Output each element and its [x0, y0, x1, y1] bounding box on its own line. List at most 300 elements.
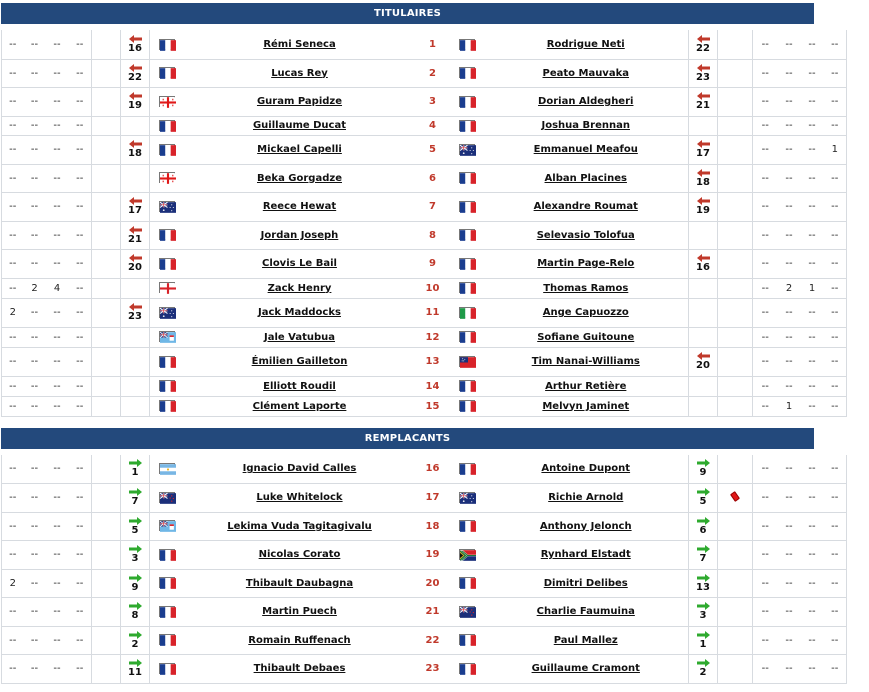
stat-cell: --	[2, 327, 24, 347]
stat-cell: 1	[778, 396, 801, 416]
flag-cell	[450, 192, 484, 221]
substitution-cell	[121, 298, 150, 327]
sub-in-arrow-icon	[697, 488, 710, 496]
flag-cell	[150, 569, 184, 597]
player-name-cell	[184, 569, 416, 597]
stat-cell: --	[2, 540, 24, 569]
player-link[interactable]: Reece Hewat	[262, 201, 337, 212]
substitution-cell	[689, 455, 718, 483]
newzealand-flag-icon	[159, 492, 175, 503]
stat-cell: --	[46, 654, 69, 683]
stat-cell: --	[778, 376, 801, 396]
player-link[interactable]: Alexandre Roumat	[533, 201, 638, 212]
stat-cell: --	[69, 298, 92, 327]
flag-cell	[150, 87, 184, 116]
player-name-cell	[184, 540, 416, 569]
player-name-cell	[484, 221, 689, 249]
stat-cell: --	[24, 135, 46, 164]
player-link[interactable]: Martin Puech	[262, 606, 337, 617]
player-link[interactable]: Ignacio David Calles	[242, 463, 357, 475]
stat-cell: --	[753, 347, 778, 376]
sub-minute: 2	[699, 667, 707, 678]
stat-cell: --	[24, 249, 46, 278]
card-cell	[718, 221, 753, 249]
player-link[interactable]: Emmanuel Meafou	[533, 144, 638, 155]
stat-cell: --	[24, 396, 46, 416]
australia-flag-icon	[459, 144, 475, 155]
jersey-number: 4	[416, 116, 450, 135]
substitution-cell	[121, 455, 150, 483]
flag-cell	[150, 135, 184, 164]
sub-out-arrow-icon	[129, 92, 142, 100]
substitution-cell	[689, 569, 718, 597]
stat-cell: --	[824, 59, 847, 87]
sub-in-arrow-icon	[697, 545, 710, 553]
stat-cell: --	[778, 512, 801, 540]
substitution-cell	[689, 298, 718, 327]
stat-cell: --	[69, 87, 92, 116]
stat-cell: 2	[778, 278, 801, 298]
sub-minute: 5	[131, 524, 139, 536]
player-link[interactable]: Thibault Daubagna	[245, 577, 354, 589]
sub-minute: 5	[699, 496, 707, 507]
player-link[interactable]: Beka Gorgadze	[257, 172, 342, 184]
player-name-cell	[484, 654, 689, 683]
france-flag-icon	[459, 39, 475, 50]
stat-cell: --	[801, 59, 824, 87]
player-link[interactable]: Jale Vatubua	[263, 331, 336, 343]
stat-cell: --	[2, 221, 24, 249]
flag-cell	[150, 540, 184, 569]
substitution-cell	[689, 396, 718, 416]
stat-cell: --	[801, 298, 824, 327]
stat-cell: --	[778, 87, 801, 116]
jersey-number: 23	[416, 654, 450, 683]
card-cell	[92, 327, 121, 347]
flag-cell	[150, 597, 184, 626]
stat-cell: --	[824, 192, 847, 221]
flag-cell	[150, 164, 184, 192]
player-link[interactable]: Rodrigue Neti	[546, 38, 625, 50]
stat-cell: --	[46, 569, 69, 597]
stat-cell: --	[24, 455, 46, 483]
red-card-icon	[730, 491, 740, 502]
jersey-number: 20	[416, 569, 450, 597]
sub-out-arrow-icon	[129, 64, 142, 72]
sub-minute: 2	[131, 638, 139, 650]
substitution-cell	[121, 626, 150, 654]
stat-cell: --	[801, 249, 824, 278]
table-row	[2, 221, 869, 249]
stat-cell: --	[46, 221, 69, 249]
stat-cell: --	[753, 569, 778, 597]
player-link[interactable]: Selevasio Tolofua	[536, 229, 635, 241]
sub-minute: 7	[131, 496, 139, 507]
france-flag-icon	[159, 663, 175, 674]
france-flag-icon	[459, 201, 475, 212]
substitution-cell	[689, 87, 718, 116]
stat-cell: --	[824, 164, 847, 192]
stat-cell: --	[778, 626, 801, 654]
card-cell	[718, 278, 753, 298]
substitution-cell	[121, 59, 150, 87]
france-flag-icon	[159, 67, 175, 78]
card-cell	[718, 626, 753, 654]
stat-cell: --	[824, 597, 847, 626]
stat-cell: --	[2, 347, 24, 376]
player-name-cell	[184, 455, 416, 483]
georgia-flag-icon	[159, 96, 175, 107]
sub-minute: 23	[696, 71, 710, 83]
stat-cell: 2	[2, 298, 24, 327]
sub-out-arrow-icon	[697, 92, 710, 100]
france-flag-icon	[159, 258, 175, 269]
jersey-number: 21	[416, 597, 450, 626]
france-flag-icon	[159, 144, 175, 155]
player-link[interactable]: Clément Laporte	[252, 400, 347, 412]
france-flag-icon	[159, 549, 175, 560]
table-row	[2, 327, 869, 347]
stat-cell: --	[778, 192, 801, 221]
card-cell	[92, 192, 121, 221]
flag-cell	[450, 483, 484, 512]
stat-cell: --	[753, 654, 778, 683]
stat-cell: --	[801, 569, 824, 597]
france-flag-icon	[459, 380, 475, 391]
substitution-cell	[121, 192, 150, 221]
stat-cell: --	[824, 278, 847, 298]
subs-header: REMPLACANTS	[1, 428, 814, 449]
substitution-cell	[121, 221, 150, 249]
flag-cell	[150, 396, 184, 416]
player-link[interactable]: Arthur Retière	[545, 380, 627, 392]
jersey-number: 19	[416, 540, 450, 569]
card-cell	[718, 327, 753, 347]
sub-minute: 16	[128, 42, 142, 54]
sub-minute: 21	[696, 100, 710, 111]
player-name-cell	[484, 327, 689, 347]
france-flag-icon	[459, 663, 475, 674]
table-row	[2, 483, 869, 512]
player-link[interactable]: Antoine Dupont	[541, 463, 631, 475]
france-flag-icon	[159, 39, 175, 50]
flag-cell	[450, 278, 484, 298]
flag-cell	[450, 654, 484, 683]
sub-minute: 11	[128, 667, 142, 678]
stat-cell: --	[801, 192, 824, 221]
sub-in-arrow-icon	[129, 631, 142, 639]
stat-cell: --	[753, 135, 778, 164]
player-link[interactable]: Zack Henry	[267, 282, 332, 294]
player-name-cell	[184, 30, 416, 59]
sub-in-arrow-icon	[129, 545, 142, 553]
fiji-flag-icon	[159, 520, 175, 531]
stat-cell: --	[24, 654, 46, 683]
player-link[interactable]: Dorian Aldegheri	[538, 96, 634, 107]
player-link[interactable]: Guram Papidze	[256, 96, 343, 107]
substitution-cell	[689, 654, 718, 683]
player-link[interactable]: Jordan Joseph	[260, 229, 339, 241]
jersey-number: 11	[416, 298, 450, 327]
newzealand-flag-icon	[459, 606, 475, 617]
card-cell	[718, 540, 753, 569]
substitution-cell	[689, 30, 718, 59]
flag-cell	[450, 327, 484, 347]
stat-cell: --	[46, 59, 69, 87]
substitution-cell	[121, 396, 150, 416]
jersey-number: 1	[416, 30, 450, 59]
player-link[interactable]: Charlie Faumuina	[536, 606, 635, 617]
player-link[interactable]: Peato Mauvaka	[542, 67, 629, 79]
card-cell	[718, 569, 753, 597]
substitution-cell	[121, 249, 150, 278]
substitution-cell	[121, 347, 150, 376]
player-link[interactable]: Lucas Rey	[271, 67, 328, 79]
jersey-number: 22	[416, 626, 450, 654]
stat-cell: --	[778, 135, 801, 164]
stat-cell: --	[2, 626, 24, 654]
stat-cell: --	[46, 192, 69, 221]
sub-minute: 17	[128, 205, 142, 216]
card-cell	[718, 87, 753, 116]
stat-cell: --	[753, 626, 778, 654]
table-row	[2, 597, 869, 626]
stat-cell: --	[46, 298, 69, 327]
france-flag-icon	[459, 331, 475, 342]
card-cell	[92, 164, 121, 192]
stat-cell: --	[801, 30, 824, 59]
stat-cell: --	[801, 135, 824, 164]
stat-cell: --	[824, 626, 847, 654]
player-name-cell	[184, 192, 416, 221]
card-cell	[718, 455, 753, 483]
stat-cell: --	[2, 116, 24, 135]
player-link[interactable]: Lekima Vuda Tagitagivalu	[227, 520, 372, 532]
stat-cell: --	[2, 135, 24, 164]
stat-cell: --	[801, 540, 824, 569]
stat-cell: --	[69, 483, 92, 512]
jersey-number: 6	[416, 164, 450, 192]
stat-cell: --	[778, 30, 801, 59]
player-link[interactable]: Richie Arnold	[548, 492, 624, 503]
sub-in-arrow-icon	[697, 459, 710, 467]
sub-out-arrow-icon	[697, 197, 710, 205]
sub-minute: 21	[128, 233, 142, 245]
player-link[interactable]: Alban Placines	[544, 172, 627, 184]
card-cell	[718, 376, 753, 396]
substitution-cell	[121, 30, 150, 59]
flag-cell	[150, 347, 184, 376]
france-flag-icon	[459, 634, 475, 645]
stat-cell: --	[24, 347, 46, 376]
stat-cell: --	[2, 59, 24, 87]
stat-cell: --	[24, 221, 46, 249]
player-link[interactable]: Rémi Seneca	[263, 38, 336, 50]
substitution-cell	[121, 569, 150, 597]
stat-cell: --	[801, 512, 824, 540]
stat-cell: --	[801, 376, 824, 396]
substitution-cell	[121, 654, 150, 683]
player-link[interactable]: Jack Maddocks	[258, 307, 341, 318]
stat-cell: --	[46, 164, 69, 192]
player-link[interactable]: Melvyn Jaminet	[542, 400, 630, 412]
stat-cell: --	[2, 376, 24, 396]
fiji-flag-icon	[159, 331, 175, 342]
france-flag-icon	[159, 606, 175, 617]
stat-cell: --	[824, 221, 847, 249]
stat-cell: --	[46, 30, 69, 59]
sub-out-arrow-icon	[697, 140, 710, 148]
sub-in-arrow-icon	[697, 602, 710, 610]
france-flag-icon	[159, 400, 175, 411]
player-link[interactable]: Tim Nanai-Williams	[531, 356, 640, 367]
flag-cell	[150, 116, 184, 135]
sub-out-arrow-icon	[129, 226, 142, 234]
flag-cell	[450, 569, 484, 597]
player-link[interactable]: Thomas Ramos	[543, 282, 629, 294]
stat-cell: --	[824, 455, 847, 483]
player-name-cell	[484, 455, 689, 483]
france-flag-icon	[459, 400, 475, 411]
player-link[interactable]: Nicolas Corato	[258, 549, 341, 560]
substitution-cell	[689, 483, 718, 512]
player-name-cell	[184, 347, 416, 376]
substitution-cell	[121, 135, 150, 164]
player-link[interactable]: Romain Ruffenach	[248, 634, 351, 646]
player-link[interactable]: Sofiane Guitoune	[537, 331, 635, 343]
player-link[interactable]: Paul Mallez	[553, 634, 618, 646]
stat-cell: --	[69, 30, 92, 59]
stat-cell: --	[24, 298, 46, 327]
stat-cell: --	[69, 654, 92, 683]
sub-minute: 3	[699, 610, 707, 621]
card-cell	[92, 396, 121, 416]
stat-cell: --	[46, 396, 69, 416]
card-cell	[92, 116, 121, 135]
stat-cell: --	[2, 512, 24, 540]
sub-out-arrow-icon	[697, 64, 710, 72]
substitution-cell	[689, 116, 718, 135]
stat-cell: --	[69, 376, 92, 396]
sub-out-arrow-icon	[129, 197, 142, 205]
player-link[interactable]: Émilien Gailleton	[251, 356, 348, 367]
player-link[interactable]: Thibault Debaes	[253, 663, 346, 674]
stat-cell: --	[753, 540, 778, 569]
sub-minute: 9	[131, 581, 139, 593]
player-name-cell	[484, 396, 689, 416]
player-link[interactable]: Martin Page-Relo	[537, 258, 635, 269]
samoa-flag-icon	[459, 356, 475, 367]
card-cell	[92, 278, 121, 298]
flag-cell	[450, 298, 484, 327]
player-link[interactable]: Ange Capuozzo	[542, 307, 629, 318]
sub-in-arrow-icon	[697, 517, 710, 525]
player-link[interactable]: Anthony Jelonch	[539, 520, 632, 532]
flag-cell	[450, 626, 484, 654]
stat-cell: --	[824, 347, 847, 376]
starters-header: TITULAIRES	[1, 3, 814, 24]
card-cell	[92, 483, 121, 512]
player-name-cell	[184, 278, 416, 298]
france-flag-icon	[459, 577, 475, 588]
table-row	[2, 164, 869, 192]
stat-cell: --	[778, 597, 801, 626]
flag-cell	[450, 87, 484, 116]
card-cell	[92, 87, 121, 116]
stat-cell: --	[69, 278, 92, 298]
france-flag-icon	[459, 258, 475, 269]
player-link[interactable]: Mickael Capelli	[257, 144, 342, 155]
stat-cell: --	[778, 59, 801, 87]
flag-cell	[450, 376, 484, 396]
stat-cell: 4	[46, 278, 69, 298]
stat-cell: --	[2, 87, 24, 116]
table-row	[2, 654, 869, 683]
player-link[interactable]: Clovis Le Bail	[262, 258, 337, 269]
card-cell	[92, 512, 121, 540]
stat-cell: --	[2, 164, 24, 192]
card-cell	[92, 626, 121, 654]
sub-minute: 16	[696, 262, 710, 273]
player-link[interactable]: Guillaume Ducat	[252, 120, 347, 131]
stat-cell: --	[69, 221, 92, 249]
stat-cell: --	[69, 597, 92, 626]
player-link[interactable]: Luke Whitelock	[256, 492, 343, 503]
player-link[interactable]: Rynhard Elstadt	[540, 549, 631, 560]
table-row	[2, 278, 869, 298]
flag-cell	[150, 221, 184, 249]
france-flag-icon	[159, 380, 175, 391]
stat-cell: --	[753, 116, 778, 135]
player-name-cell	[184, 87, 416, 116]
sub-minute: 20	[128, 262, 142, 273]
player-name-cell	[484, 278, 689, 298]
stat-cell: 1	[801, 278, 824, 298]
stat-cell: --	[46, 483, 69, 512]
substitution-cell	[689, 626, 718, 654]
stat-cell: --	[2, 483, 24, 512]
southafrica-flag-icon	[459, 549, 475, 560]
player-link[interactable]: Elliott Roudil	[263, 380, 336, 392]
stat-cell: --	[46, 455, 69, 483]
stat-cell: --	[778, 569, 801, 597]
substitution-cell	[689, 347, 718, 376]
stat-cell: --	[69, 540, 92, 569]
table-row	[2, 540, 869, 569]
stat-cell: --	[2, 597, 24, 626]
substitution-cell	[689, 249, 718, 278]
sub-in-arrow-icon	[697, 574, 710, 582]
substitution-cell	[121, 540, 150, 569]
stat-cell: --	[753, 512, 778, 540]
table-row	[2, 87, 869, 116]
flag-cell	[450, 512, 484, 540]
sub-minute: 22	[696, 42, 710, 54]
stat-cell: --	[801, 597, 824, 626]
sub-minute: 19	[128, 100, 142, 111]
stat-cell: --	[778, 249, 801, 278]
jersey-number: 18	[416, 512, 450, 540]
player-link[interactable]: Dimitri Delibes	[543, 577, 628, 589]
flag-cell	[150, 298, 184, 327]
player-name-cell	[184, 116, 416, 135]
player-link[interactable]: Guillaume Cramont	[531, 663, 640, 674]
player-link[interactable]: Joshua Brennan	[541, 120, 630, 131]
stat-cell: --	[46, 135, 69, 164]
sub-minute: 22	[128, 71, 142, 83]
sub-in-arrow-icon	[129, 659, 142, 667]
sub-minute: 6	[699, 524, 707, 536]
